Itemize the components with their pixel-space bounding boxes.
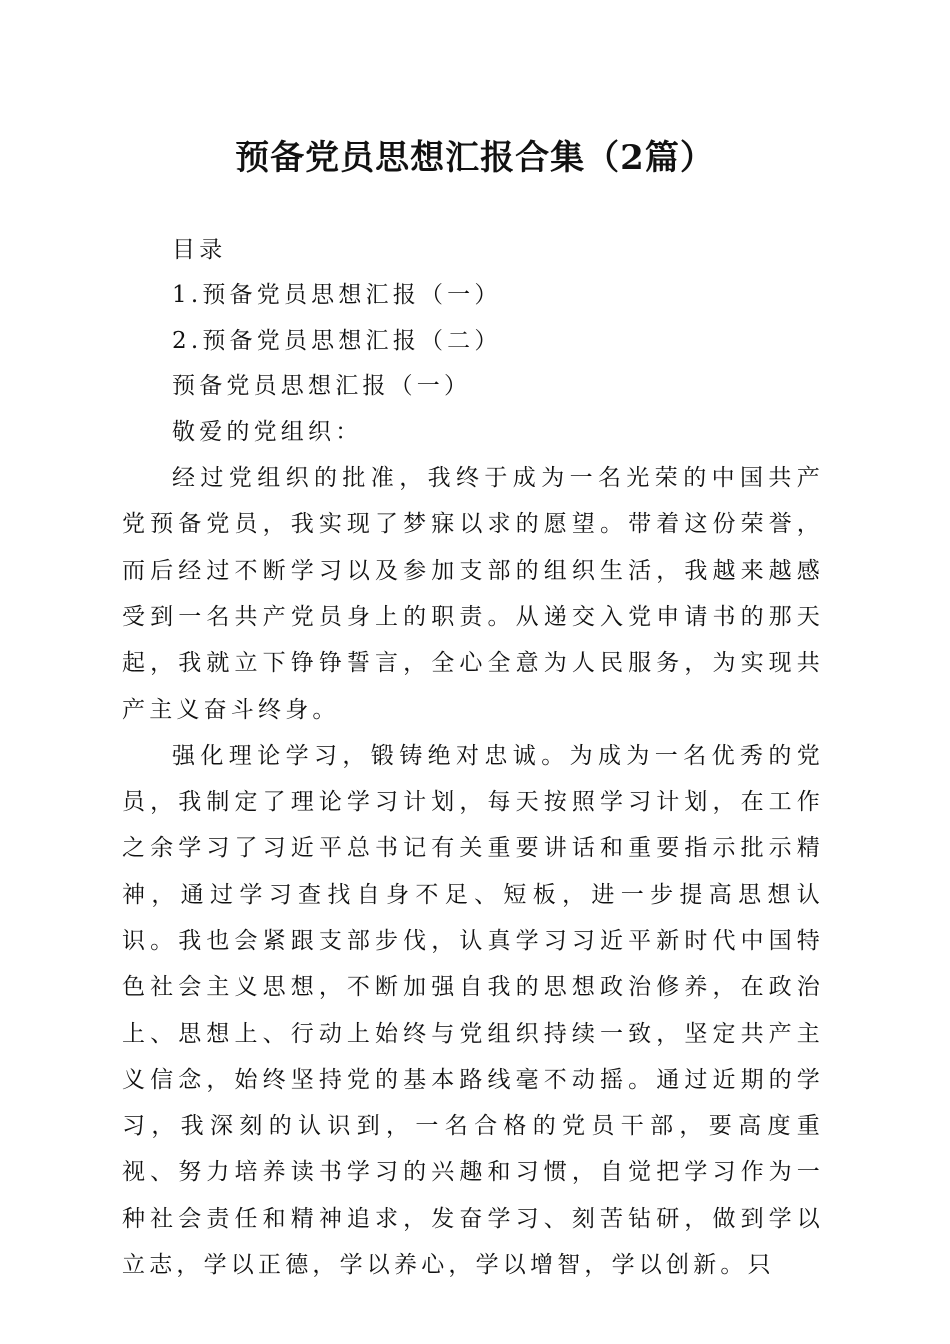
document-body (122, 228, 824, 1288)
toc-item-1[interactable]: 1.预备党员思想汇报（一） (172, 282, 502, 309)
section-title: 预备党员思想汇报（一） (172, 373, 472, 400)
paragraph-1: 经过党组织的批准，我终于成为一名光荣的中国共产党预备党员，我实现了梦寐以求的愿望。带着这份荣誉，而后经过不断学习以及参加支部的组织生活，我越来越感受到一名共产党员身上的职责。从递交入党申请书的那天起，我就立下铮铮誓言，全心全意为人民服务，为实现共产主义奋斗终身。 (122, 465, 824, 723)
document-title: 预备党员思想汇报合集（2篇） (235, 138, 715, 178)
toc-heading: 目录 (172, 237, 227, 263)
salutation: 敬爱的党组织： (172, 418, 363, 445)
paragraph-2: 强化理论学习，锻铸绝对忠诚。为成为一名优秀的党员，我制定了理论学习计划，每天按照学习计划，在工作之余学习了习近平总书记有关重要讲话和重要指示批示精神，通过学习查找自身不足、短板，进一步提高思想认识。我也会紧跟支部步伐，认真学习习近平新时代中国特色社会主义思想，不断加强自我的思想政治修养，在政治上、思想上、行动上始终与党组织持续一致，坚定共产主义信念，始终坚持党的基本路线毫不动摇。通过近期的学习，我深刻的认识到，一名合格的党员干部，要高度重视、努力培养读书学习的兴趣和习惯，自觉把学习作为一种社会责任和精神追求，发奋学习、刻苦钻研，做到学以立志，学以正德，学以养心，学以增智，学以创新。只 (122, 742, 824, 1279)
toc-item-2[interactable]: 2.预备党员思想汇报（二） (172, 327, 502, 354)
